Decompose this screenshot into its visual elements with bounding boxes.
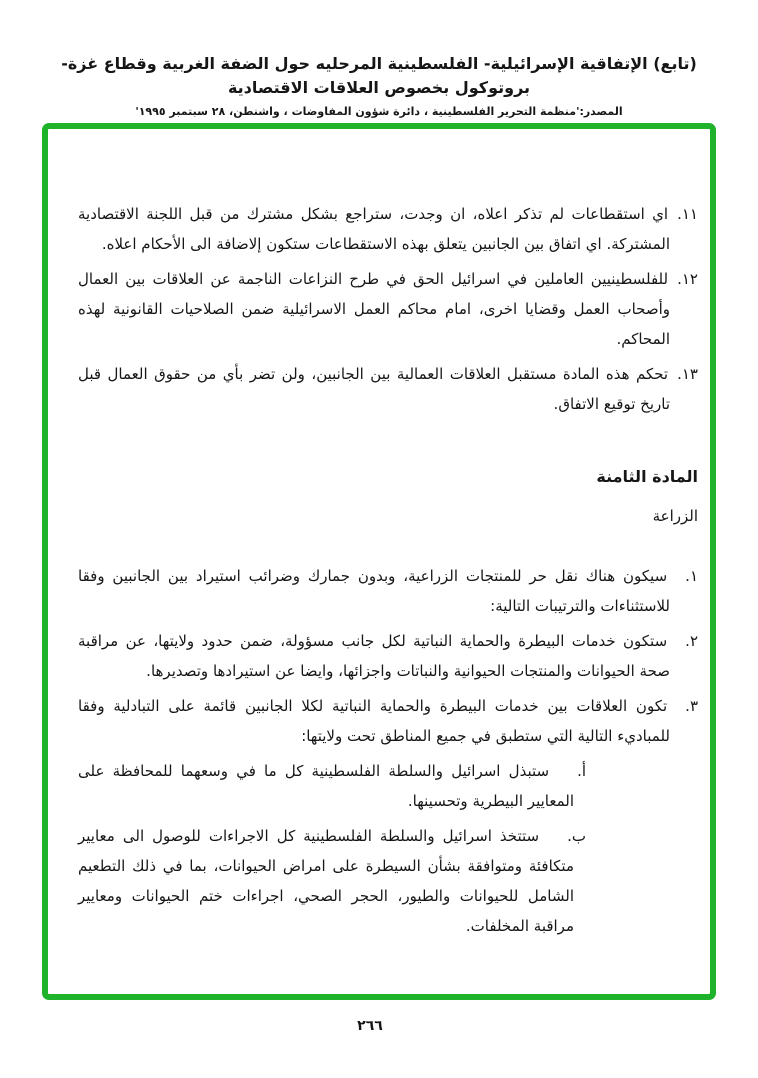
list-item-text: تحكم هذه المادة مستقبل العلاقات العمالية بين الجانبين، ولن تضر بأي من حقوق العمال قبل تاريخ توقيع الاتفاق. [78,365,670,413]
list-item-3 [78,691,698,751]
content-frame [42,123,716,1000]
list-item-text: ستكون خدمات البيطرة والحماية النباتية لكل جانب مسؤولة، ضمن حدود ولايتها، عن مراقبة صحة الحيوانات والمنتجات الحيوانية والنباتات واجزائها، وايضا عن استيرادها وتصديرها. [78,632,670,680]
document-body [48,129,710,941]
sub-item-b [78,821,586,941]
list-item-text: للفلسطينيين العاملين في اسرائيل الحق في طرح النزاعات الناجمة عن العلاقات بين العمال وأصحاب العمل وقضايا اخرى، امام محاكم العمل الاسرائيلية ضمن الصلاحيات القانونية لهذه المحاكم. [78,270,670,348]
list-item-text: سيكون هناك نقل حر للمنتجات الزراعية، وبدون جمارك وضرائب استيراد بين الجانبين وفقا للاستثناءات والترتيبات التالية: [78,567,670,615]
sub-item-text: ستبذل اسرائيل والسلطة الفلسطينية كل ما في وسعهما للمحافظة على المعايير البيطرية وتحسينها. [78,762,574,810]
list-item-number: ٢. [685,632,698,650]
article-subtitle: الزراعة [652,507,698,525]
list-item-13 [78,359,698,419]
sub-item-marker: ب. [567,827,586,845]
list-item-2 [78,626,698,686]
document-header [0,0,758,118]
list-item-number: ١١. [677,205,698,223]
page-number: ٢٦٦ [357,1018,383,1034]
list-item-number: ١٣. [677,365,698,383]
article-title: المادة الثامنة [596,467,698,486]
sub-item-a [78,756,586,816]
document-title: (تابع) الإتفاقية الإسرائيلية- الفلسطينية المرحليه حول الضفة الغربية وقطاع غزة- بروتوكول بخصوص العلاقات الاقتصادية [61,54,697,97]
list-item-11 [78,199,698,259]
list-item-number: ١. [685,567,698,585]
document-source-line: المصدر:'منظمة التحرير الفلسطينية ، دائرة شؤون المفاوضات ، واشنطن، ٢٨ سبتمبر ١٩٩٥' [135,105,623,118]
list-item-text: تكون العلاقات بين خدمات البيطرة والحماية النباتية لكلا الجانبين قائمة على التبادلية وفقا للمباديء التالية التي ستطبق في جميع المناطق تحت ولايتها: [78,697,670,745]
list-item-12 [78,264,698,354]
sub-item-text: ستتخذ اسرائيل والسلطة الفلسطينية كل الاجراءات للوصول الى معايير متكافئة ومتوافقة بشأن السيطرة على امراض الحيوانات، بما في ذلك التطعيم الشامل للحيوانات والطيور، الحجر الصحي، اجراءات ختم الحيوانات ومعايير مراقبة المخلفات. [78,827,574,935]
list-item-1 [78,561,698,621]
list-item-number: ٣. [685,697,698,715]
list-item-text: اي استقطاعات لم تذكر اعلاه، ان وجدت، ستراجع بشكل مشترك من قبل اللجنة الاقتصادية المشتركة. اي اتفاق بين الجانبين يتعلق بهذه الاستقطاعات ستكون إلاضافة الى الأحكام اعلاه. [78,205,670,253]
sub-item-marker: أ. [577,762,586,780]
list-item-number: ١٢. [677,270,698,288]
